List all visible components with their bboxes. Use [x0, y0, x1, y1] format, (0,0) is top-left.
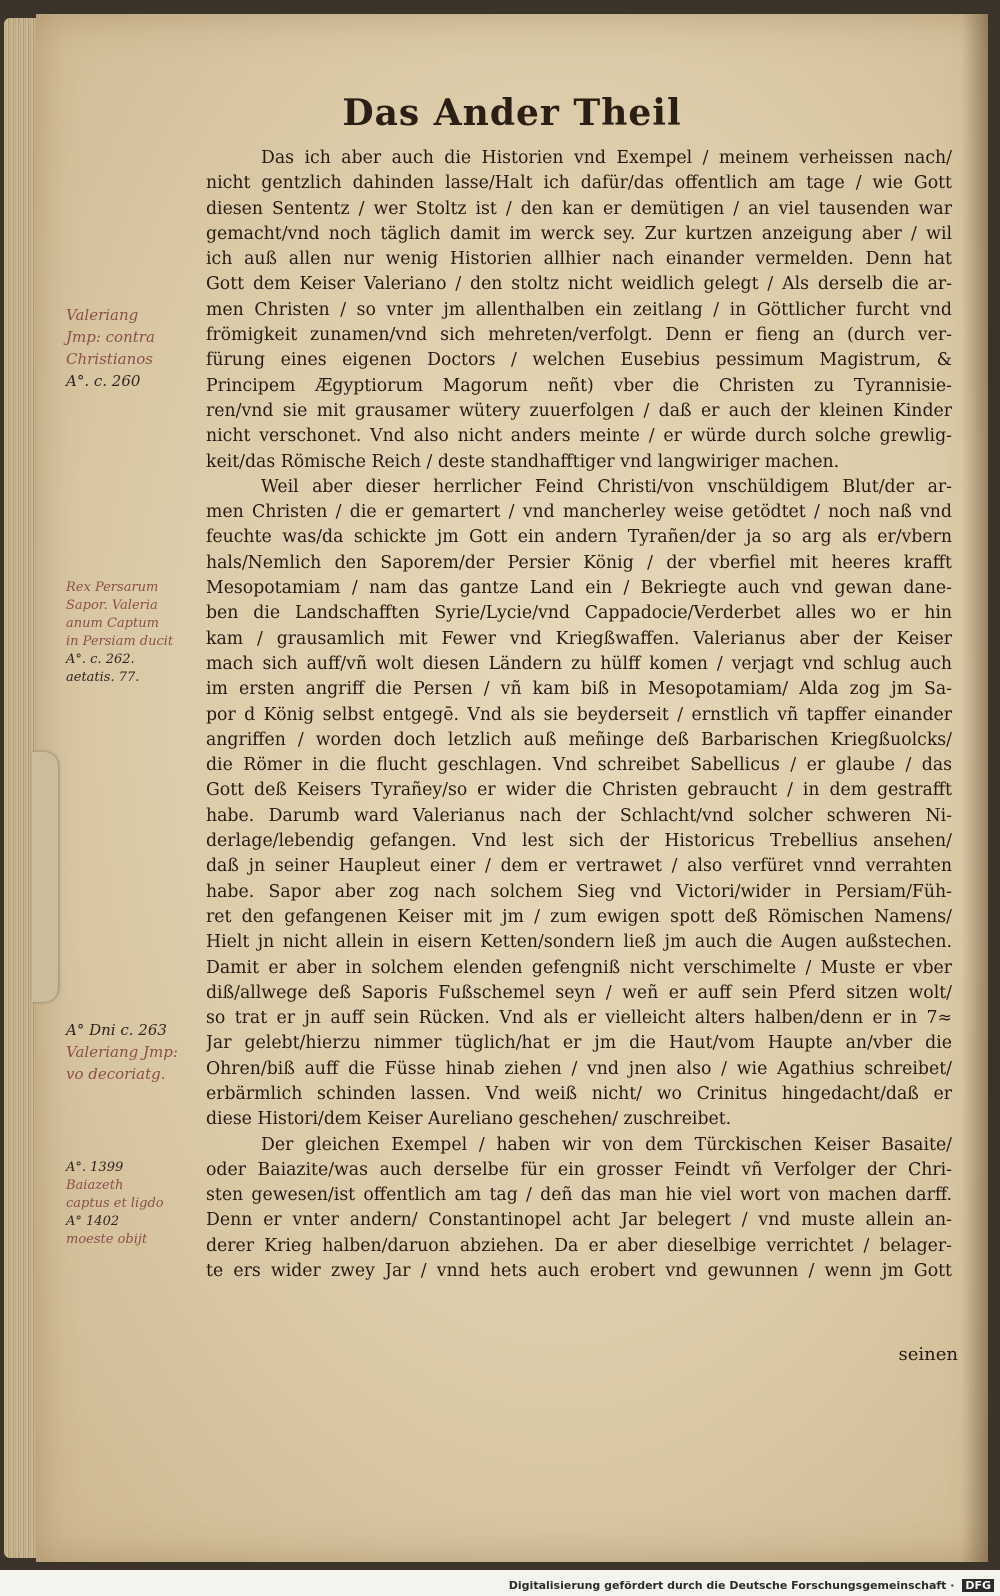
text-line: Principem Ægyptiorum Magorum neñt) vber die Christen zu Tyrannisie-: [206, 375, 952, 396]
text-line: erbärmlich schinden lassen. Vnd weiß nicht/ wo Crinitus hingedacht/daß er: [206, 1083, 952, 1104]
marginal-note-line: A°. c. 262.: [66, 652, 135, 667]
marginal-note-line: A° Dni c. 263: [66, 1021, 167, 1039]
text-line: die Römer in die flucht geschlagen. Vnd schreibet Sabellicus / er glaube / das: [206, 755, 952, 776]
text-line: habe. Sapor aber zog nach solchem Sieg vnd Victori/wider in Persiam/Füh-: [206, 881, 952, 902]
marginal-note-3: [66, 1019, 178, 1085]
text-line: te ers wider zwey Jar / vnnd hets auch erobert vnd gewunnen / wenn jm Gott: [206, 1261, 952, 1282]
marginal-note-1: [66, 304, 155, 392]
text-line: Das ich aber auch die Historien vnd Exempel / meinem verheissen nach/: [261, 148, 952, 168]
text-line: diesen Sententz / wer Stoltz ist / den kan er demütigen / an viel tausenden war: [206, 198, 952, 219]
text-line: angriffen / worden doch letzlich auß meñinge deß Barbarischen Kriegßuolcks/: [206, 729, 952, 750]
marginal-note-2: [66, 579, 173, 687]
text-line: ben die Landschafften Syrie/Lycie/vnd Cappadocie/Verderbet alles wo er hin: [206, 603, 952, 624]
text-line: Gott dem Keiser Valeriano / den stoltz nicht weidlich gelegt / Als derselb die ar-: [206, 274, 952, 295]
text-line: ret den gefangenen Keiser mit jm / zum ewigen spott deß Römischen Namens/: [206, 906, 952, 927]
text-line: Jar gelebt/hierzu nimmer tüglich/hat er jm die Haut/vom Haupte an/vber die: [206, 1033, 952, 1054]
marginal-note-4: [66, 1159, 164, 1249]
text-line: ren/vnd sie mit grausamer wütery zuuerfolgen / daß er auch der kleinen Kinder: [206, 400, 952, 421]
text-line: Der gleichen Exempel / haben wir von dem Türckischen Keiser Basaite/: [261, 1134, 952, 1155]
page-tab-marker: [32, 752, 58, 1002]
text-line: Ohren/biß auff die Füsse hinab ziehen / vnd jnen also / wie Agathius schreibet/: [206, 1058, 952, 1079]
text-line: Gott deß Keisers Tyrañey/so er wider die Christen gebraucht / in dem gestrafft: [206, 780, 952, 801]
text-line: Damit er aber in solchem elenden gefengniß nicht verschimelte / Muste er vber: [206, 957, 952, 978]
text-line: nicht gentzlich dahinden lasse/Halt ich dafür/das offentlich am tage / wie Gott: [206, 173, 952, 194]
marginal-note-line: Sapor. Valeria: [66, 598, 158, 613]
text-line: so trat er jn auff sein Rücken. Vnd als er vielleicht alters halben/denn er in 7≈: [206, 1008, 952, 1029]
marginal-note-line: A°. 1399: [66, 1160, 124, 1175]
book-page: [36, 14, 988, 1562]
text-line: Denn er vnter andern/ Constantinopel acht Jar belegert / vnd muste allein an-: [206, 1210, 952, 1231]
marginal-note-line: captus et ligdo: [66, 1196, 164, 1211]
running-header: Das Ander Theil: [342, 92, 682, 134]
footer-separator: ·: [950, 1579, 959, 1592]
body-text: [206, 146, 952, 1284]
text-line: Mesopotamiam / nam das gantze Land ein / Bekriegte auch vnd gewan dane-: [206, 578, 952, 599]
catchword: seinen: [898, 1344, 958, 1365]
text-line: sten gewesen/ist offentlich am tag / deñ das man hie viel wort von machen darff.: [206, 1185, 952, 1206]
digitization-footer: [509, 1579, 994, 1592]
text-line: derlage/lebendig gefangen. Vnd lest sich der Historicus Trebellius ansehen/: [206, 831, 952, 852]
dfg-logo: DFG: [962, 1579, 994, 1592]
marginal-note-line: Rex Persarum: [66, 580, 159, 595]
text-line: fürung eines eigenen Doctors / welchen Eusebius pessimum Magistrum, &: [206, 350, 952, 371]
text-line: diß/allwege deß Saporis Fußschemel seyn / weñ er auff sein Pferd sitzen wolt/: [206, 982, 952, 1003]
text-line: feuchte was/da schickte jm Gott ein andern Tyrañen/der ja so arg als er/vbern: [206, 527, 952, 548]
marginal-note-line: Jmp: contra: [66, 328, 155, 346]
text-line: ich auß allen nur wenig Historien allhier nach einander vermelden. Denn hat: [206, 249, 952, 270]
text-line: im ersten angriff die Persen / vñ kam biß in Mesopotamiam/ Alda zog jm Sa-: [206, 679, 952, 700]
text-line: frömigkeit zunamen/vnd sich mehreten/verfolgt. Denn er fieng an (durch ver-: [206, 325, 952, 346]
marginal-note-line: aetatis. 77.: [66, 670, 140, 685]
text-line: mach sich auff/vñ wolt diesen Ländern zu hülff komen / verjagt vnd schlug auch: [206, 653, 952, 674]
marginal-note-line: A° 1402: [66, 1214, 120, 1229]
text-line: oder Baiazite/was auch derselbe für ein grosser Feindt vñ Verfolger der Chri-: [206, 1159, 952, 1180]
text-line: Hielt jn nicht allein in eisern Ketten/sondern ließ jm auch die Augen außstechen.: [206, 932, 952, 953]
text-line: hals/Nemlich den Saporem/der Persier König / der vberfiel mit heeres krafft: [206, 552, 952, 573]
gutter-shadow: [962, 14, 988, 1562]
text-line: kam / grausamlich mit Fewer vnd Kriegßwaffen. Valerianus aber der Keiser: [206, 628, 952, 649]
text-line: keit/das Römische Reich / deste standhafftiger vnd langwiriger machen.: [206, 451, 840, 472]
marginal-note-line: moeste obijt: [66, 1232, 148, 1247]
text-line: gemacht/vnd noch täglich damit im werck sey. Zur kurtzen anzeigung aber / wil: [206, 223, 952, 244]
text-line: daß jn seiner Haupleut einer / dem er vertrawet / also verfüret vnnd verrahten: [206, 856, 952, 877]
text-line: men Christen / die er gemartert / vnd mancherley weise getödtet / noch naß vnd: [206, 502, 952, 523]
marginal-note-line: A°. c. 260: [66, 372, 141, 390]
footer-credit: Digitalisierung gefördert durch die Deutsche Forschungsgemeinschaft: [508, 1579, 947, 1592]
marginal-note-line: Baiazeth: [66, 1178, 124, 1193]
marginal-note-line: anum Captum: [66, 616, 159, 631]
text-line: diese Histori/dem Keiser Aureliano geschehen/ zuschreibet.: [206, 1109, 732, 1130]
text-line: Weil aber dieser herrlicher Feind Christi/von vnschüldigem Blut/der ar-: [261, 476, 952, 497]
marginal-note-line: Valeriang: [66, 306, 139, 324]
text-line: men Christen / so vnter jm allenthalben ein zeitlang / in Göttlicher furcht vnd: [206, 299, 952, 320]
marginal-note-line: Valeriang Jmp:: [66, 1043, 178, 1061]
text-line: derer Krieg halben/daruon abziehen. Da er aber dieselbige verrichtet / belager-: [206, 1235, 952, 1256]
text-line: habe. Darumb ward Valerianus nach der Schlacht/vnd solcher schweren Ni-: [206, 805, 952, 826]
text-line: por d König selbst entgegē. Vnd als sie beyderseit / ernstlich vñ tapffer einander: [206, 704, 952, 725]
marginal-note-line: Christianos: [66, 350, 153, 368]
text-line: nicht verschonet. Vnd also nicht anders meinte / er würde durch solche grewlig-: [206, 426, 952, 447]
marginal-note-line: in Persiam ducit: [66, 634, 174, 649]
marginal-note-line: vo decoriatg.: [66, 1065, 166, 1083]
